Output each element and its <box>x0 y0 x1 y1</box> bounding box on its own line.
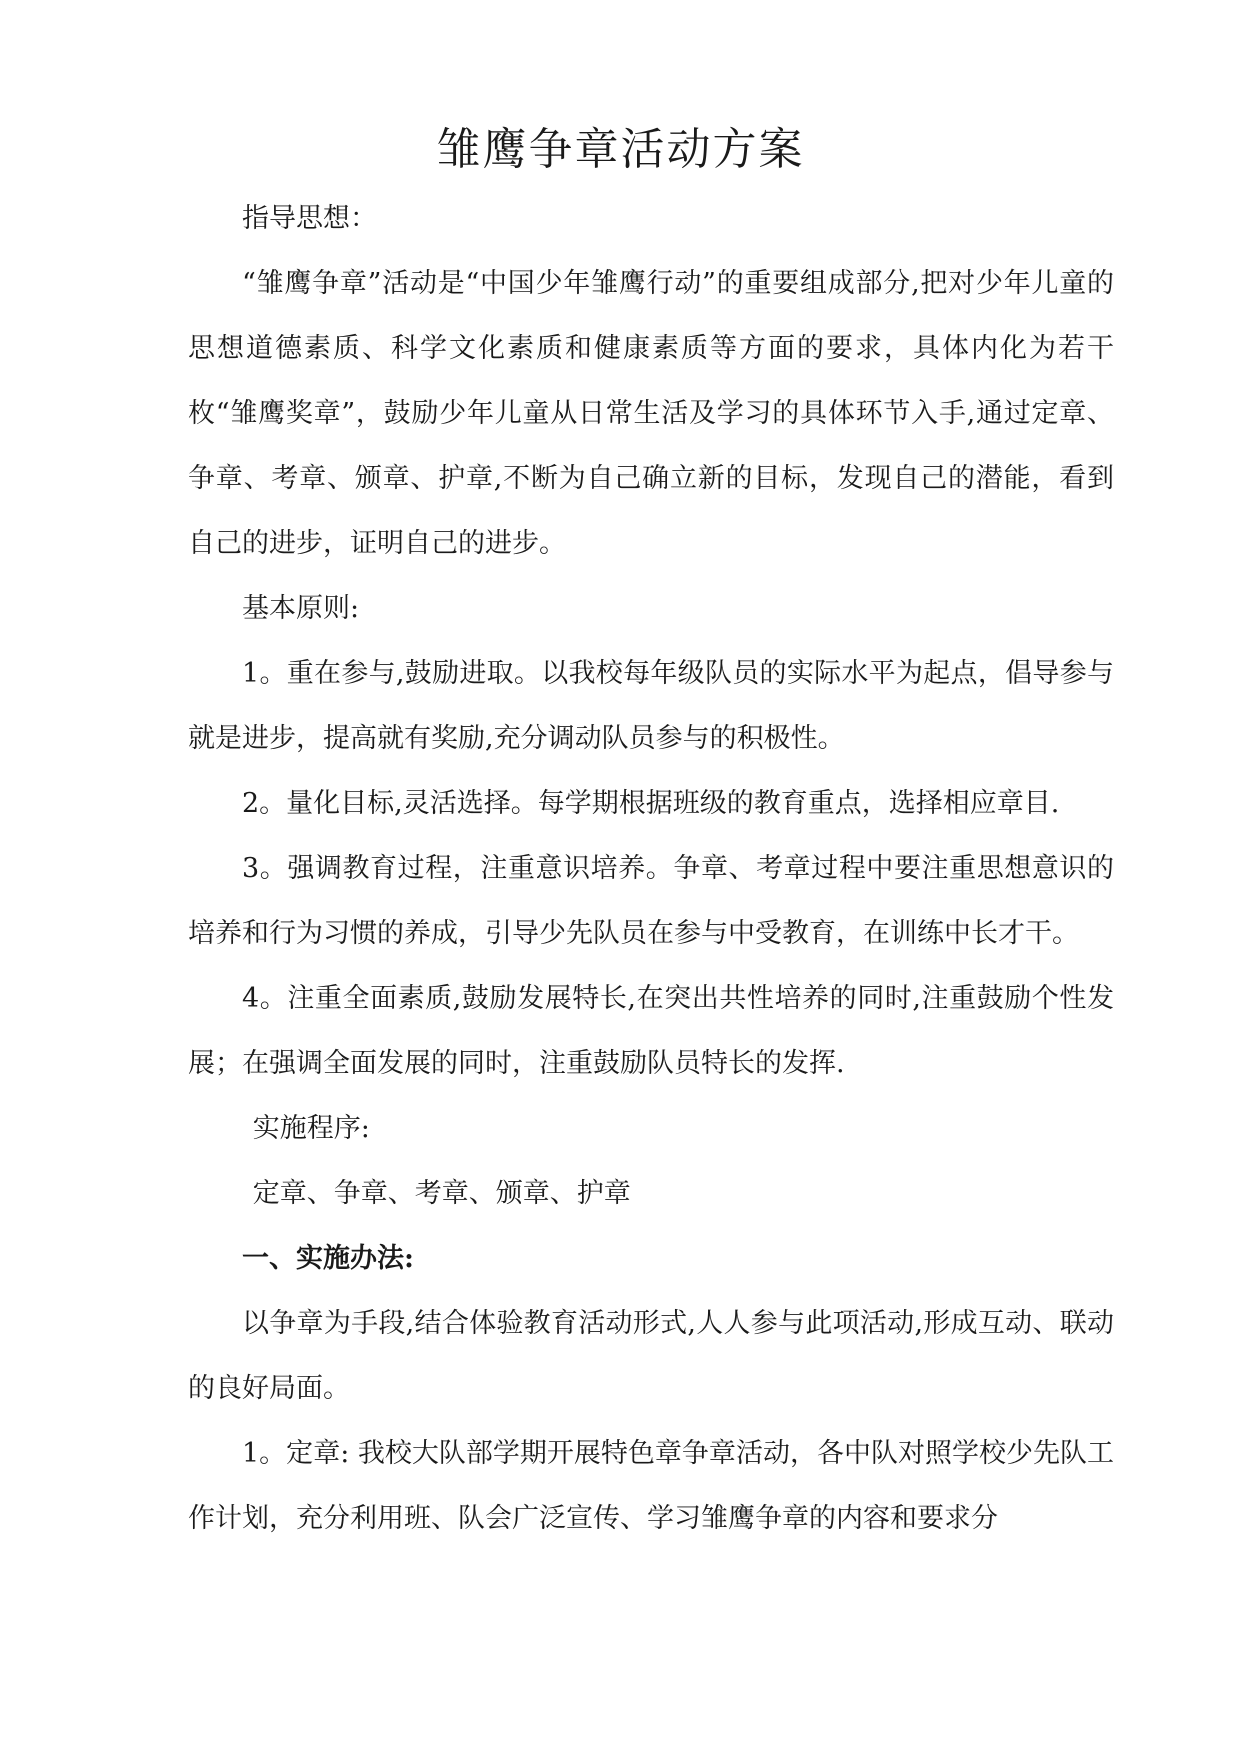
paragraph-procedure-steps: 定章、争章、考章、颁章、护章 <box>252 1178 631 1209</box>
heading-implementation-methods: 一、实施办法: <box>242 1243 414 1274</box>
paragraph-principle-2: 2。量化目标,灵活选择。每学期根据班级的教育重点，选择相应章目. <box>242 788 1060 819</box>
paragraph-principle-1: 1。重在参与,鼓励进取。以我校每年级队员的实际水平为起点，倡导参与就是进步，提高就有奖励,充分调动队员参与的积极性。 <box>188 658 1114 754</box>
document-body <box>188 186 1114 1551</box>
paragraph-guiding-ideology: “雏鹰争章”活动是“中国少年雏鹰行动”的重要组成部分,把对少年儿童的思想道德素质、科学文化素质和健康素质等方面的要求，具体内化为若干枚“雏鹰奖章”，鼓励少年儿童从日常生活及学习的具体环节入手,通过定章、争章、考章、颁章、护章,不断为自己确立新的目标，发现自己的潜能，看到自己的进步，证明自己的进步。 <box>188 268 1114 559</box>
paragraph-principle-4: 4。注重全面素质,鼓励发展特长,在突出共性培养的同时,注重鼓励个性发展；在强调全面发展的同时，注重鼓励队员特长的发挥. <box>188 983 1114 1079</box>
paragraph-method-1: 1。定章: 我校大队部学期开展特色章争章活动，各中队对照学校少先队工作计划，充分利用班、队会广泛宣传、学习雏鹰争章的内容和要求分 <box>188 1438 1114 1534</box>
heading-implementation-procedure: 实施程序: <box>252 1113 370 1144</box>
heading-basic-principles: 基本原则: <box>242 593 360 624</box>
document-title: 雏鹰争章活动方案 <box>436 124 805 175</box>
paragraph-implementation-methods: 以争章为手段,结合体验教育活动形式,人人参与此项活动,形成互动、联动的良好局面。 <box>188 1308 1114 1404</box>
heading-guiding-ideology: 指导思想： <box>242 203 377 234</box>
paragraph-principle-3: 3。强调教育过程，注重意识培养。争章、考章过程中要注重思想意识的培养和行为习惯的养成，引导少先队员在参与中受教育，在训练中长才干。 <box>188 853 1114 949</box>
